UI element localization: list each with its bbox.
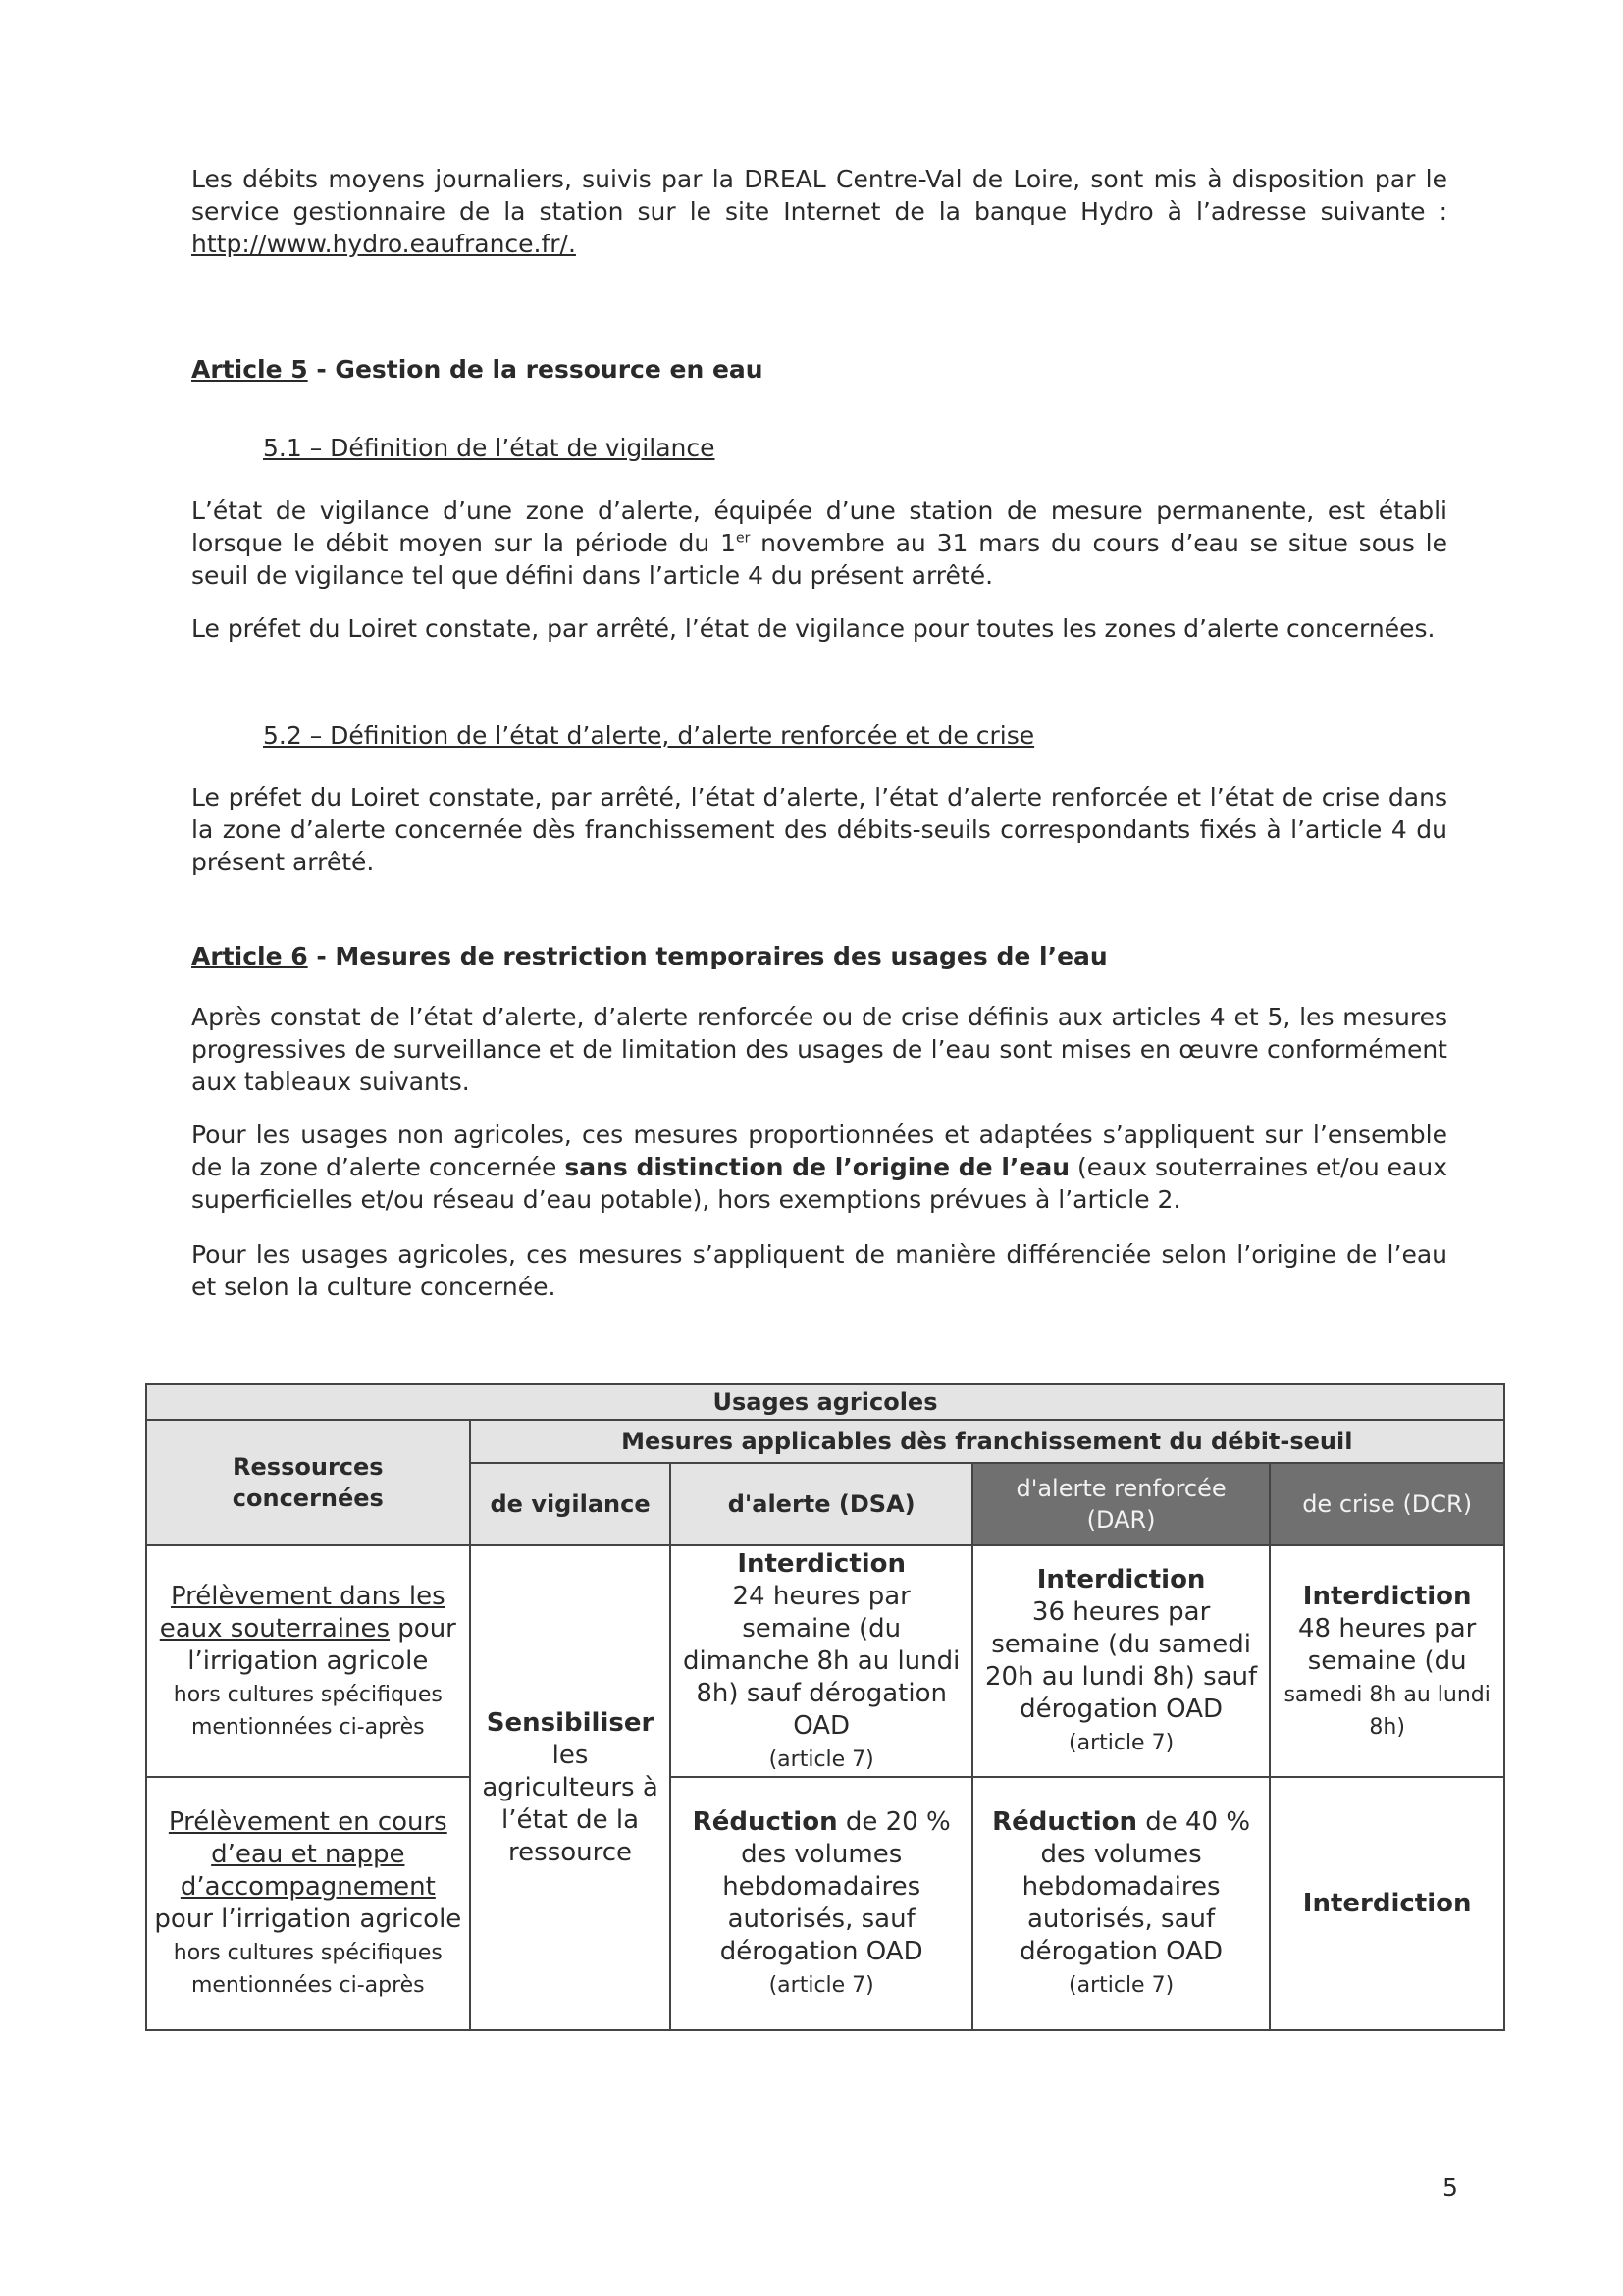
col-dar-header: d'alerte renforcée (DAR) [972,1463,1270,1545]
s51-p1-part-b: novembre au 31 mars du cours d’eau se situe sous le seuil de vigilance tel que défini dans l’article 4 du présent arrêté. [191,529,1447,590]
vigilance-bold: Sensibiliser [486,1707,654,1738]
row1-dar-cell [972,1545,1270,1777]
article-5-title: - Gestion de la ressource en eau [307,355,763,384]
s51-p1-part-a: L’état de vigilance d’une zone d’alerte, équipée d’une station de mesure permanente, est établi lorsque le débit moyen sur la période du 1 [191,496,1447,557]
intro-text: Les débits moyens journaliers, suivis par la DREAL Centre-Val de Loire, sont mis à disposition par le service gestionnaire de la station sur le site Internet de la banque Hydro à l’adresse suivante : [191,165,1447,226]
col-vigilance-header: de vigilance [470,1463,671,1545]
section-5-2-paragraph: Le préfet du Loiret constate, par arrêté, l’état d’alerte, l’état d’alerte renforcée et l’état de crise dans la zone d’alerte concernée dès franchissement des débits-seuils correspondants fixés à l’article 4 du présent arrêté. [191,783,1447,876]
a6-p2-bold: sans distinction de l’origine de l’eau [564,1153,1071,1181]
article-6-label: Article 6 [191,942,308,970]
article-5-heading [191,353,1447,386]
row1-dcr-bold: Interdiction [1302,1581,1472,1611]
row1-dar-note: (article 7) [1069,1731,1175,1755]
row2-dar-note: (article 7) [1069,1973,1175,1998]
row2-dar-cell [972,1777,1270,2030]
row2-dsa-bold: Réduction [692,1807,838,1837]
row1-resource-underlined: Prélèvement dans les eaux souterraines [159,1581,445,1644]
row1-dar-bold: Interdiction [1036,1565,1206,1594]
table-title: Usages agricoles [146,1384,1504,1420]
row1-dsa-note: (article 7) [768,1747,874,1772]
row2-resource-note: hors cultures spécifiques mentionnées ci-après [173,1941,443,1998]
article-5-label: Article 5 [191,355,308,384]
table-row [146,1777,1504,2030]
article-6-title: - Mesures de restriction temporaires des usages de l’eau [307,942,1108,970]
a6-p2-part-b: (eaux souterraines et/ou eaux superficielles et/ou réseau d’eau potable), hors exemptions prévues à l’article 2. [191,1153,1447,1214]
section-5-1-paragraph-1 [191,495,1447,592]
row1-dsa-bold: Interdiction [737,1548,907,1579]
row2-resource-rest: pour l’irrigation agricole [154,1905,462,1934]
vigilance-measure-cell [470,1545,671,2030]
article-6-paragraph-3: Pour les usages agricoles, ces mesures s’appliquent de manière différenciée selon l’origine de l’eau et selon la culture concernée. [191,1240,1447,1301]
row1-dcr-cell [1270,1545,1504,1777]
row2-dsa-cell [670,1777,971,2030]
row1-resource-cell [146,1545,470,1777]
vigilance-text: les agriculteurs à l’état de la ressource [482,1740,658,1867]
col-dsa-header: d'alerte (DSA) [670,1463,971,1545]
row1-dar-text: 36 heures par semaine (du samedi 20h au lundi 8h) sauf dérogation OAD [984,1597,1258,1724]
agricultural-usage-table [145,1383,1505,2031]
row1-dcr-note: samedi 8h au lundi 8h) [1283,1682,1491,1740]
row2-dsa-note: (article 7) [768,1973,874,1998]
page-number: 5 [1442,2173,1458,2202]
intro-paragraph [191,163,1447,260]
row2-dcr-bold: Interdiction [1302,1888,1472,1918]
s51-p1-sup: er [735,530,751,547]
row1-resource-note: hors cultures spécifiques mentionnées ci-après [173,1682,443,1740]
table-row [146,1545,1504,1777]
row2-dsa-text: de 20 % des volumes hebdomadaires autorisés, sauf dérogation OAD [719,1807,951,1966]
hydro-link[interactable]: http://www.hydro.eaufrance.fr/. [191,230,576,258]
article-6-paragraph-1: Après constat de l’état d’alerte, d’alerte renforcée ou de crise définis aux articles 4 et 5, les mesures progressives de surveillance et de limitation des usages de l’eau sont mises en œuvre conformément aux tableaux suivants. [191,1003,1447,1096]
col-dcr-header: de crise (DCR) [1270,1463,1504,1545]
section-5-2-title: 5.2 – Définition de l’état d’alerte, d’alerte renforcée et de crise [263,721,1035,750]
a6-p2-part-a: Pour les usages non agricoles, ces mesures proportionnées et adaptées s’appliquent sur l’ensemble de la zone d’alerte concernée [191,1121,1447,1181]
section-5-1-paragraph-2: Le préfet du Loiret constate, par arrêté, l’état de vigilance pour toutes les zones d’alerte concernées. [191,614,1436,643]
article-6-paragraph-2 [191,1119,1447,1216]
resources-header: Ressources concernées [146,1420,470,1545]
row1-dsa-cell [670,1545,971,1777]
row1-resource-rest: pour l’irrigation agricole [187,1613,456,1676]
row1-dsa-text: 24 heures par semaine (du dimanche 8h au lundi 8h) sauf dérogation OAD [682,1581,961,1741]
row2-dcr-cell [1270,1777,1504,2030]
row1-dcr-text: 48 heures par semaine (du [1297,1613,1477,1676]
article-6-heading [191,940,1447,972]
row2-resource-underlined: Prélèvement en cours d’eau et nappe d’accompagnement [168,1807,447,1902]
table-subtitle: Mesures applicables dès franchissement du débit-seuil [470,1420,1504,1463]
row2-resource-cell [146,1777,470,2030]
section-5-1-title: 5.1 – Définition de l’état de vigilance [263,434,715,462]
row2-dar-text: de 40 % des volumes hebdomadaires autorisés, sauf dérogation OAD [1020,1807,1251,1966]
row2-dar-bold: Réduction [992,1807,1137,1837]
